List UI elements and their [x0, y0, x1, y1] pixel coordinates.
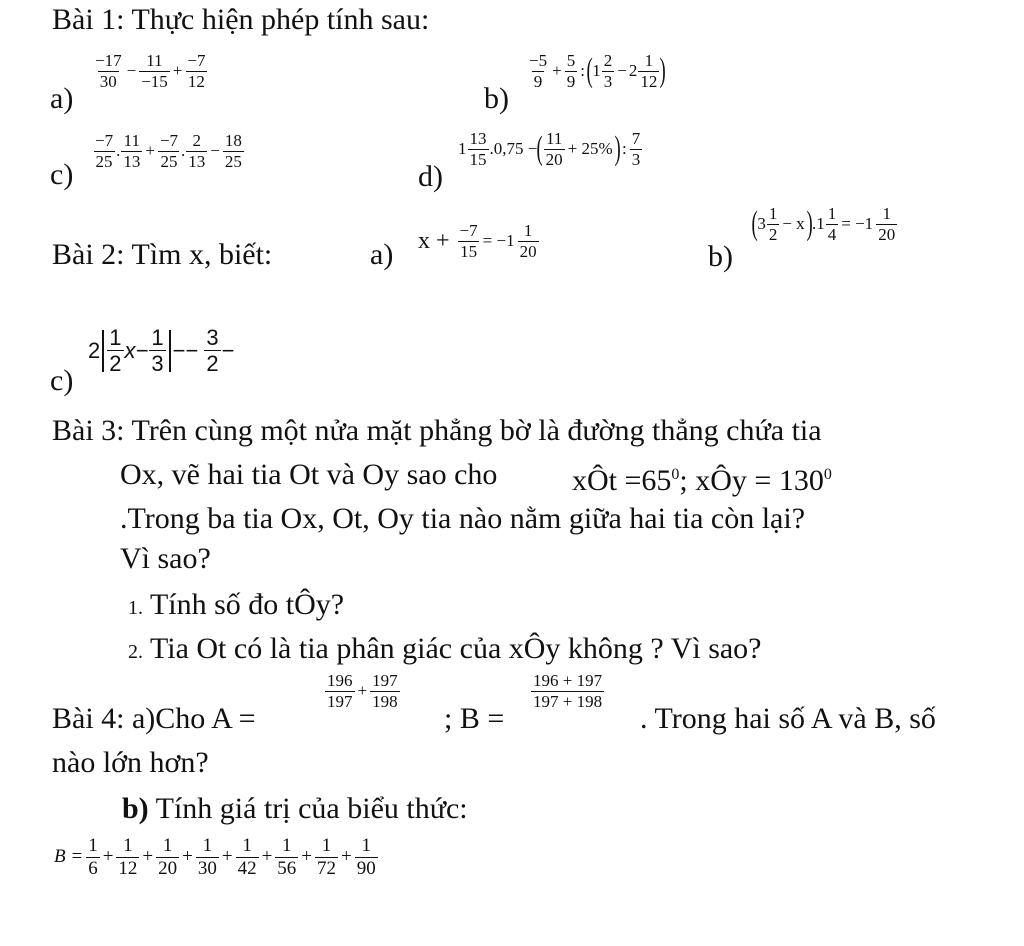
b4-b-heading: b) Tính giá trị của biểu thức:: [122, 792, 468, 825]
plus-sign: +: [142, 846, 154, 868]
b3-line2-text: Ox, vẽ hai tia Ot và Oy sao cho: [120, 458, 498, 491]
b1-a-expr: $\frac{-17}{30}$ − $\frac{11}{-15}$ + $\frac{-7}{12}$: [95, 51, 206, 91]
b3-sub2: 2. Tia Ot có là tia phân giác của xÔy không ? Vì sao?: [128, 632, 762, 665]
plus-sign: +: [261, 846, 273, 868]
b4-b-expr: $\frac{196 + 197}{197 + 198}$: [533, 671, 603, 711]
plus-sign: +: [221, 846, 233, 868]
b4-a-expr: $\frac{196}{197}$ + $\frac{197}{198}$: [327, 671, 398, 711]
fraction: $\frac{1}{56}$: [277, 835, 297, 879]
b3-line2-xot: xÔt $=65^0$; xÔy = $130^0$: [572, 464, 832, 497]
b4-line2: nào lớn hơn?: [52, 746, 209, 779]
b1-b-label: b): [484, 82, 509, 115]
b3-line4: Vì sao?: [120, 542, 211, 575]
b1-c-label: c): [50, 158, 74, 191]
plus-sign: +: [301, 846, 312, 868]
fraction: $\frac{1}{30}$: [197, 835, 217, 879]
b2-c-expr: 2 $\frac{1}{2}$ x− $\frac{1}{3}$ −− $\frac{3}{2}$ −: [88, 325, 235, 377]
b2-b-expr: ( 3 $\frac{1}{2}$ − x ) .1 $\frac{1}{4}$ = −1 $\frac{1}{20}$: [751, 204, 896, 244]
plus-sign: +: [341, 846, 352, 868]
fraction: $\frac{1}{6}$: [88, 835, 98, 879]
plus-sign: +: [182, 846, 193, 868]
b1-title: Bài 1: Thực hiện phép tính sau:: [52, 3, 430, 36]
b3-sub1: 1. Tính số đo tÔy?: [128, 588, 345, 621]
b1-b-expr: $\frac{-5}{9}$ + $\frac{5}{9}$ : ( 1 $\frac{2}{3}$ − 2 $\frac{1}{12}$ ): [529, 51, 667, 91]
fraction: $\frac{1}{72}$: [317, 835, 336, 879]
plus-sign: +: [102, 846, 114, 868]
b1-c-expr: $\frac{-7}{25}$ . $\frac{11}{13}$ + $\frac{-7}{25}$ . $\frac{2}{13}$ − $\frac{18}{25}$: [95, 131, 242, 171]
b2-title: Bài 2: Tìm x, biết:: [52, 238, 273, 271]
b4-line1-c: . Trong hai số A và B, số: [640, 702, 936, 735]
b1-d-label: d): [418, 160, 443, 193]
b1-d-expr: 1 $\frac{13}{15}$ .0,75 − ( $\frac{11}{20}$ + 25% ) : $\frac{7}{3}$: [458, 129, 641, 169]
b2-c-label: c): [50, 364, 74, 397]
fraction: $\frac{1}{90}$: [356, 835, 376, 879]
fraction: $\frac{1}{12}$: [118, 835, 138, 879]
b2-a-expr: x + $\frac{-7}{15}$ = −1 $\frac{1}{20}$: [418, 221, 537, 261]
b3-line1: Bài 3: Trên cùng một nửa mặt phẳng bờ là đường thẳng chứa tia: [52, 414, 822, 447]
b3-line3: .Trong ba tia Ox, Ot, Oy tia nào nằm giữa hai tia còn lại?: [120, 502, 806, 535]
fraction: $\frac{1}{42}$: [237, 835, 257, 879]
b4-b-expr: B = $\frac{1}{6}$ + $\frac{1}{12}$ + $\frac{1}{20}$ + $\frac{1}{30}$ + $\frac{1}{42}$ + $\frac{1}{56}$ + $\frac{1}{72}$ + $\frac{1}{90}$: [54, 835, 376, 879]
b1-a-label: a): [50, 82, 74, 115]
b4-line1-b: ; B =: [444, 702, 505, 735]
fraction: $\frac{1}{20}$: [158, 835, 178, 879]
b4-line1-a: Bài 4: a)Cho A =: [52, 702, 256, 735]
b2-b-label: b): [708, 240, 733, 273]
b2-a-label: a): [370, 238, 394, 271]
